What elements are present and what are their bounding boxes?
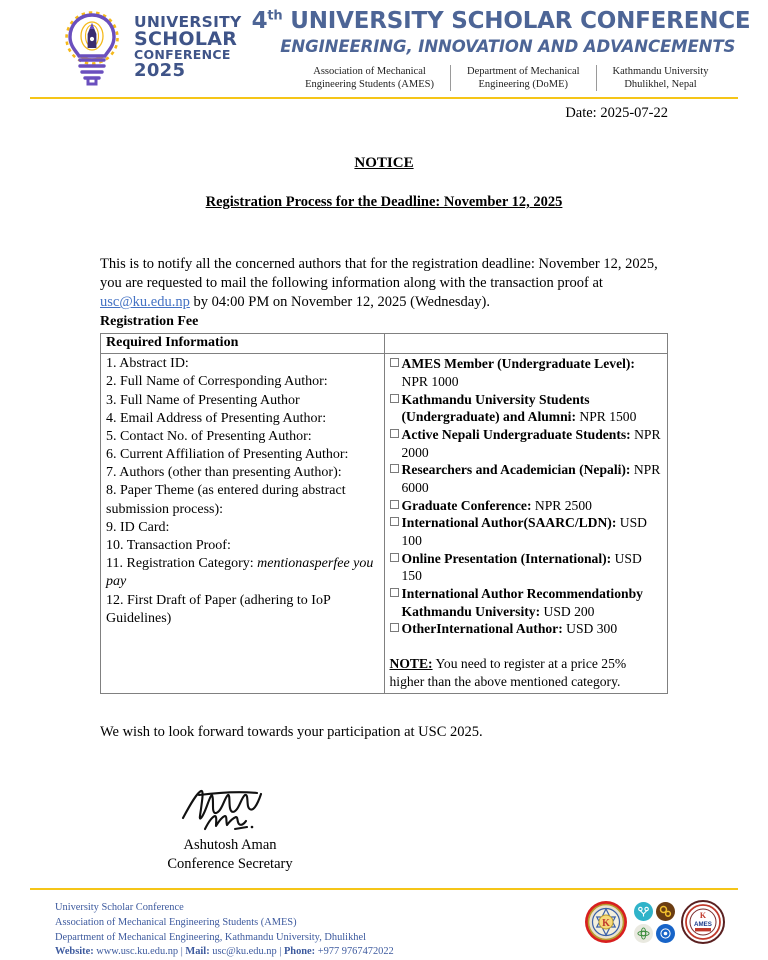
- fee-amount: NPR 6000: [401, 462, 661, 495]
- registration-category-note: mentionasperfee you pay: [106, 556, 374, 590]
- list-item: [390, 391, 663, 426]
- fee-categories-cell: [384, 354, 668, 694]
- fee-amount: USD 200: [543, 603, 595, 619]
- footer-line-contacts: [55, 945, 394, 960]
- svg-text:K: K: [602, 918, 610, 929]
- fee-label: Active Nepali Undergraduate Students:: [401, 426, 631, 442]
- list-item: 4. Email Address of Presenting Author:: [106, 410, 327, 426]
- organizer-dome-line2: Engineering (DoME): [478, 79, 569, 91]
- checkbox-icon[interactable]: [390, 623, 399, 632]
- list-item: 7. Authors (other than presenting Author):: [106, 465, 342, 481]
- footer-contact-block: [55, 901, 394, 960]
- fee-label: International Author(SAARC/LDN):: [401, 515, 617, 531]
- footer-logo-row: [584, 900, 725, 944]
- table-body-row: [101, 354, 668, 694]
- signatory-name: Ashutosh Aman: [183, 836, 277, 853]
- fee-amount: USD 100: [401, 515, 647, 548]
- signatory-role: Conference Secretary: [167, 855, 293, 872]
- footer-separator-1: |: [178, 946, 186, 958]
- document-footer: [0, 888, 768, 960]
- conference-title: [252, 8, 768, 34]
- organizer-ames-line2: Engineering Students (AMES): [305, 79, 434, 91]
- list-item: [390, 585, 663, 620]
- logo-line-year: 2025: [134, 59, 186, 81]
- footer-website-value[interactable]: www.usc.ku.edu.np: [93, 946, 179, 958]
- list-item: 8. Paper Theme (as entered during abstract submission process):: [106, 483, 346, 517]
- list-item: 1. Abstract ID:: [106, 356, 189, 372]
- list-item-first-draft: 12. First Draft of Paper (adhering to IoP Guidelines): [106, 592, 331, 626]
- kathmandu-university-seal-icon: [584, 900, 628, 944]
- lightbulb-gear-pen-icon: [58, 8, 130, 86]
- list-item: [390, 620, 663, 638]
- organizer-row: [252, 65, 768, 91]
- required-information-cell: [101, 354, 385, 694]
- mini-logo-blue-icon: [656, 924, 675, 943]
- registration-fee-label: Registration Fee: [100, 314, 199, 330]
- list-item: [390, 514, 663, 549]
- paragraph-text-part2: by 04:00 PM on November 12, 2025 (Wednesday).: [189, 294, 490, 311]
- footer-phone-label: Phone:: [283, 946, 316, 958]
- list-item: [390, 461, 663, 496]
- closing-paragraph: We wish to look forward towards your participation at USC 2025.: [100, 723, 483, 740]
- checkbox-icon[interactable]: [390, 358, 399, 367]
- notice-subheading: Registration Process for the Deadline: November 12, 2025: [205, 194, 563, 210]
- fee-amount: USD 300: [566, 621, 618, 637]
- header-divider: [30, 97, 738, 99]
- checkbox-icon[interactable]: [390, 588, 399, 597]
- fee-label: Online Presentation (International):: [401, 550, 612, 566]
- registration-info-table: [100, 333, 668, 694]
- fee-note: [390, 655, 663, 691]
- list-item: 10. Transaction Proof:: [106, 538, 231, 554]
- list-item: 2. Full Name of Corresponding Author:: [106, 374, 328, 390]
- fee-amount: NPR 2000: [401, 426, 661, 460]
- logo-line-university: UNIVERSITY: [134, 12, 242, 31]
- conference-title-main: UNIVERSITY SCHOLAR CONFERENCE: [290, 8, 751, 34]
- column-header-required-information: Required Information: [101, 334, 385, 354]
- checkbox-icon[interactable]: [390, 394, 399, 403]
- list-item: 5. Contact No. of Presenting Author:: [106, 428, 312, 444]
- footer-mail-value[interactable]: usc@ku.edu.np: [209, 946, 277, 958]
- document-date: Date: 2025-07-22: [565, 105, 668, 121]
- usc-logo-wordmark: [134, 12, 242, 81]
- footer-line-ames: Association of Mechanical Engineering Students (AMES): [55, 916, 297, 928]
- list-item-registration-category: [106, 555, 379, 591]
- checkbox-icon[interactable]: [390, 500, 399, 509]
- checkbox-icon[interactable]: [390, 429, 399, 438]
- mini-logo-brown-icon: [656, 902, 675, 921]
- footer-line-conference: University Scholar Conference: [55, 902, 184, 913]
- table-header-row: [101, 334, 668, 354]
- list-item: [390, 497, 663, 515]
- footer-phone-value: +977 9767472022: [315, 946, 394, 958]
- signature-block: [100, 785, 360, 873]
- fee-note-label: NOTE:: [389, 655, 433, 671]
- list-item: 6. Current Affiliation of Presenting Author:: [106, 447, 349, 463]
- fee-amount: NPR 2500: [534, 497, 592, 513]
- organizer-ames-line1: Association of Mechanical: [313, 66, 426, 77]
- list-item: 9. ID Card:: [106, 519, 170, 535]
- contact-email-link[interactable]: usc@ku.edu.np: [100, 294, 190, 311]
- footer-divider: [30, 888, 738, 890]
- svg-text:AMES: AMES: [694, 921, 712, 928]
- organizer-ku-line2: Dhulikhel, Nepal: [624, 79, 697, 91]
- fee-amount: NPR 1000: [401, 373, 459, 389]
- document-header: [0, 0, 768, 92]
- list-item: [390, 426, 663, 461]
- footer-line-department: Department of Mechanical Engineering, Kathmandu University, Dhulikhel: [55, 931, 366, 943]
- registration-category-prefix: 11. Registration Category:: [106, 556, 258, 572]
- header-title-block: [242, 6, 768, 91]
- fee-label: Kathmandu University Students (Undergraduate) and Alumni:: [401, 391, 590, 425]
- fee-amount: NPR 1500: [579, 409, 637, 425]
- checkbox-icon[interactable]: [390, 464, 399, 473]
- fee-label: AMES Member (Undergraduate Level):: [401, 356, 635, 372]
- ames-seal-icon: [681, 900, 725, 944]
- footer-website-label: Website:: [55, 946, 94, 958]
- organizer-ku-line1: Kathmandu University: [612, 66, 709, 77]
- organizer-ames: [289, 65, 450, 91]
- organizer-ku: [596, 65, 725, 91]
- list-item: 3. Full Name of Presenting Author: [106, 392, 300, 408]
- usc-logo: [58, 6, 242, 86]
- footer-separator-2: |: [276, 946, 284, 958]
- notice-paragraph: [100, 255, 668, 312]
- fee-note-text: You need to register at a price 25% higher than the above mentioned category.: [389, 655, 627, 689]
- fee-label: Researchers and Academician (Nepali):: [401, 462, 631, 478]
- paragraph-text-part1: This is to notify all the concerned authors that for the registration deadline: November 12, 2025, you are requested to mail the following information along with the transaction proof at: [100, 256, 658, 292]
- conference-ordinal: 4: [251, 8, 268, 34]
- conference-ordinal-suffix: th: [267, 8, 283, 24]
- mini-logo-green-icon: [634, 924, 653, 943]
- logo-line-conference: CONFERENCE: [134, 47, 231, 62]
- document-body: [0, 105, 768, 873]
- fee-label: International Author Recommendationby Kathmandu University:: [401, 585, 643, 619]
- list-item: [390, 550, 663, 585]
- svg-text:K: K: [699, 911, 707, 920]
- organizer-dome: [450, 65, 596, 91]
- list-item: [390, 355, 663, 390]
- column-header-fees: [384, 334, 668, 354]
- signature-image: [175, 785, 285, 833]
- logo-line-scholar: SCHOLAR: [134, 28, 238, 50]
- fee-label: Graduate Conference:: [401, 497, 532, 513]
- checkbox-icon[interactable]: [390, 517, 399, 526]
- conference-subtitle: ENGINEERING, INNOVATION AND ADVANCEMENTS: [280, 37, 736, 56]
- fee-list: [390, 355, 663, 638]
- fee-amount: USD 150: [401, 550, 642, 584]
- footer-mail-label: Mail:: [185, 946, 210, 958]
- checkbox-icon[interactable]: [390, 553, 399, 562]
- fee-label: OtherInternational Author:: [401, 621, 563, 637]
- notice-heading: NOTICE: [354, 155, 414, 171]
- organizer-dome-line1: Department of Mechanical: [466, 66, 580, 77]
- partner-logos-grid: [634, 902, 675, 943]
- mini-logo-teal-icon: [634, 902, 653, 921]
